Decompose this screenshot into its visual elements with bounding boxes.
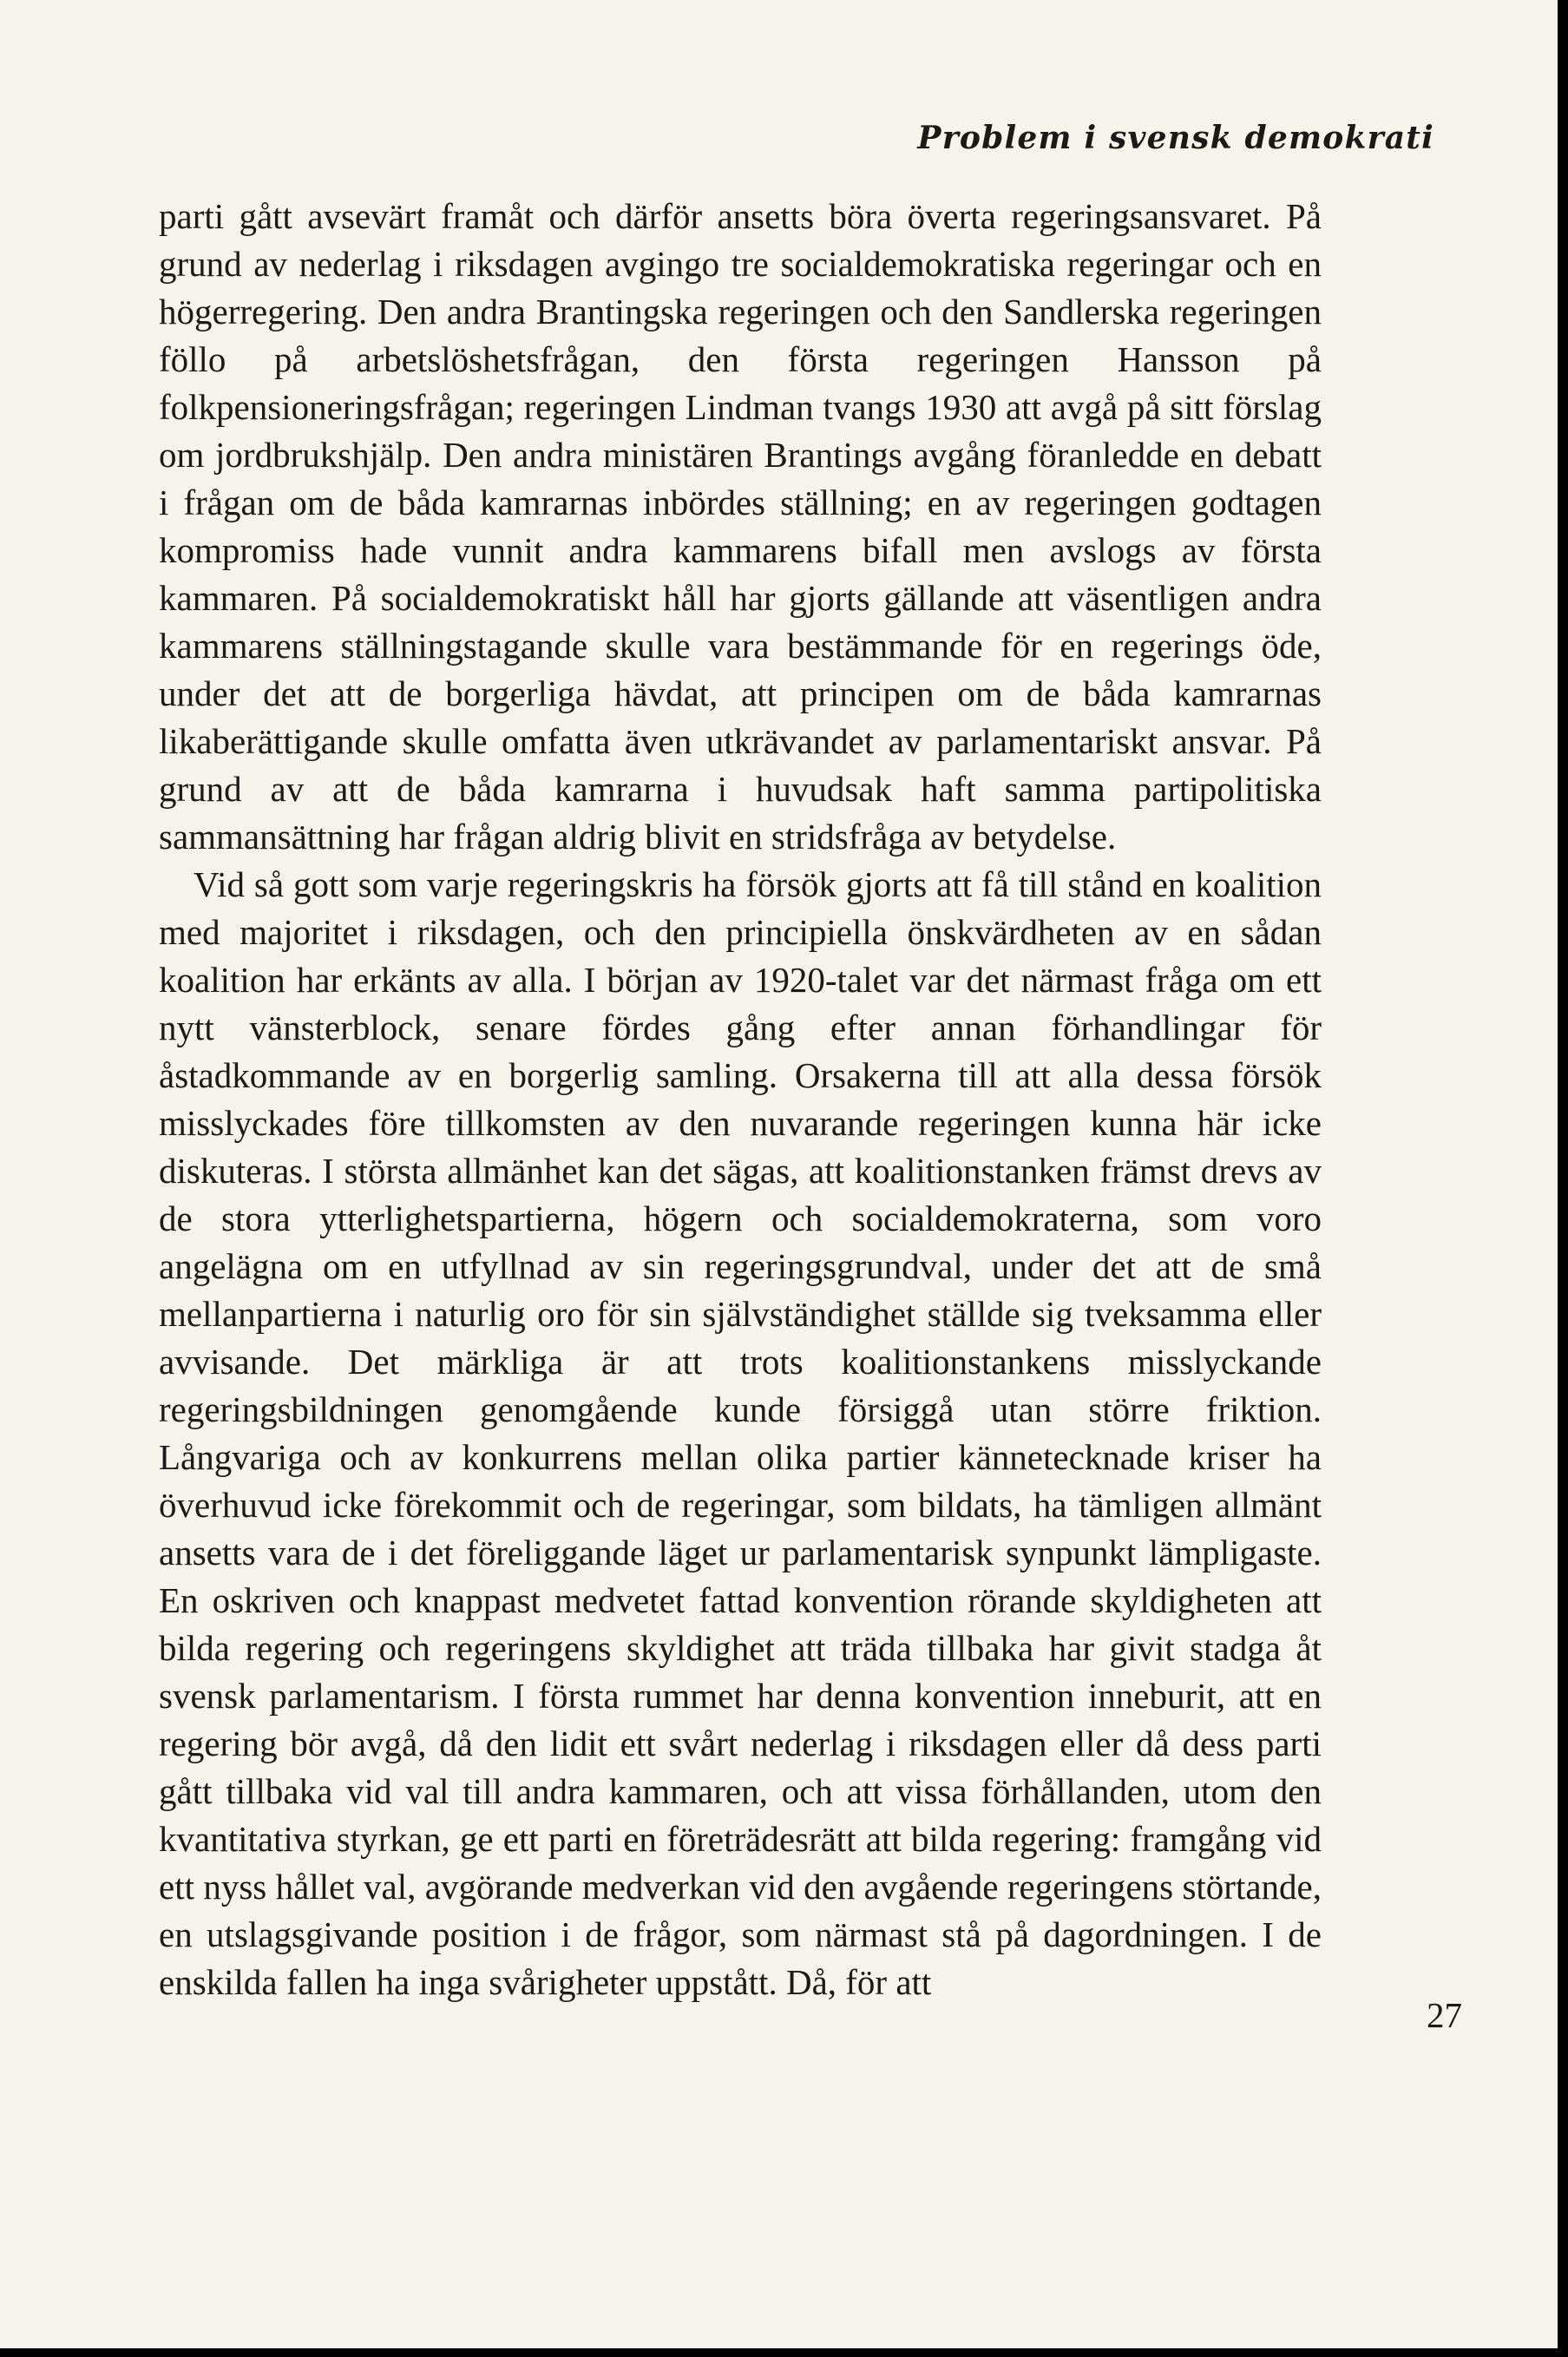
paragraph-2: Vid så gott som varje regeringskris ha försök gjorts att få till stånd en koalition med majoritet i riksdagen, och den principiella önskvärdheten av en sådan koalition har erkänts av alla. I början av 1920-talet var det närmast fråga om ett nytt vänsterblock, senare fördes gång efter annan förhandlingar för åstadkommande av en borgerlig samling. Orsakerna till att alla dessa försök misslyckades före tillkomsten av den nuvarande regeringen kunna här icke diskuteras. I största allmänhet kan det sägas, att koalitionstanken främst drevs av de stora ytterlighetspartierna, högern och socialdemokraterna, som voro angelägna om en utfyllnad av sin regeringsgrundval, under det att de små mellanpartierna i naturlig oro för sin självständighet ställde sig tveksamma eller avvisande. Det märkliga är att trots koalitionstankens misslyckande regeringsbildningen genomgående kunde försiggå utan större friktion. Långvariga och av konkurrens mellan olika partier kännetecknade kriser ha överhuvud icke förekommit och de regeringar, som bildats, ha tämligen allmänt ansetts vara de i det föreliggande läget ur parlamentarisk synpunkt lämpligaste. En oskriven och knappast medvetet fattad konvention rörande skyldigheten att bilda regering och regeringens skyldighet att träda tillbaka har givit stadga åt svensk parlamentarism. I första rummet har denna konvention inneburit, att en regering bör avgå, då den lidit ett svårt nederlag i riksdagen eller då dess parti gått tillbaka vid val till andra kammaren, och att vissa förhållanden, utom den kvantitativa styrkan, ge ett parti en företrädesrätt att bilda regering: framgång vid ett nyss hållet val, avgörande medverkan vid den avgående regeringens störtande, en utslagsgivande position i de frågor, som närmast stå på dagordningen. I de enskilda fallen ha inga svårigheter uppstått. Då, för att <box>159 864 1322 2002</box>
paragraph-1: parti gått avsevärt framåt och därför ansetts böra överta regeringsansvaret. På grund av nederlag i riksdagen avgingo tre socialdemokratiska regeringar och en högerregering. Den andra Brantingska regeringen och den Sandlerska regeringen föllo på arbetslöshetsfrågan, den första regeringen Hansson på folkpensioneringsfrågan; regeringen Lindman tvangs 1930 att avgå på sitt förslag om jordbrukshjälp. Den andra ministären Brantings avgång föranledde en debatt i frågan om de båda kamrarnas inbördes ställning; en av regeringen godtagen kompromiss hade vunnit andra kammarens bifall men avslogs av första kammaren. På socialdemokratiskt håll har gjorts gällande att väsentligen andra kammarens ställningstagande skulle vara bestämmande för en regerings öde, under det att de borgerliga hävdat, att principen om de båda kamrarnas likaberättigande skulle omfatta även utkrävandet av parlamentariskt ansvar. På grund av att de båda kamrarna i huvudsak haft samma partipolitiska sammansättning har frågan aldrig blivit en stridsfråga av betydelse. <box>159 196 1322 857</box>
running-head: Problem i svensk demokrati <box>917 120 1434 156</box>
body-text <box>159 193 1322 2006</box>
page-number: 27 <box>1427 1995 1462 2035</box>
